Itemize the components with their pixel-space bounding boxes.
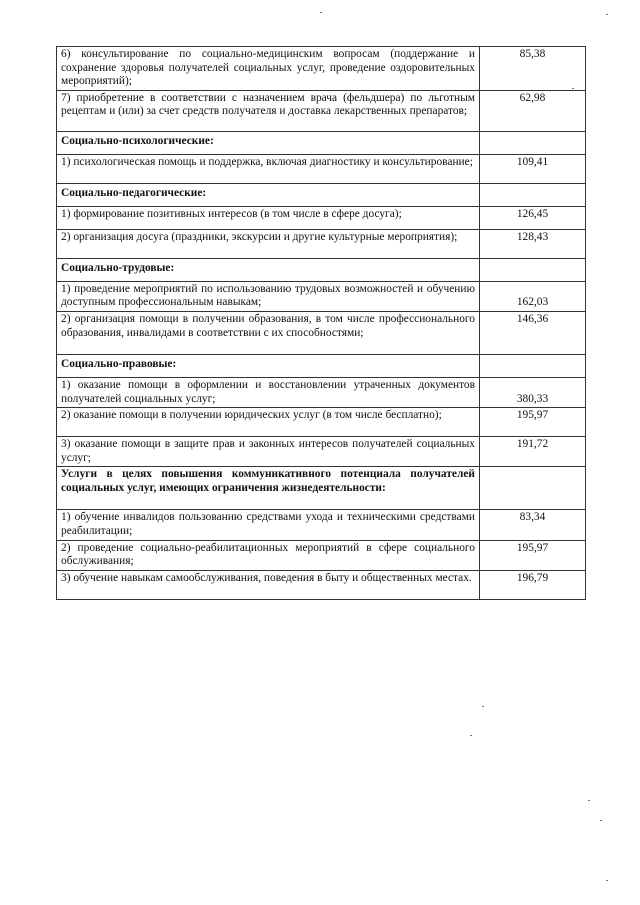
service-price: 196,79 — [480, 570, 586, 599]
table-row — [57, 437, 586, 467]
service-price: 162,03 — [480, 281, 586, 311]
service-description: 1) оказание помощи в оформлении и восстановлении утраченных документов получателей социальных услуг; — [57, 377, 480, 407]
service-price: 85,38 — [480, 47, 586, 91]
table-row — [57, 377, 586, 407]
section-header-row — [57, 131, 586, 154]
service-description: 6) консультирование по социально-медицинским вопросам (поддержание и сохранение здоровья получателей социальных услуг, проведение оздоровительных мероприятий); — [57, 47, 480, 91]
empty-cell — [480, 467, 586, 510]
service-description: 2) организация досуга (праздники, экскурсии и другие культурные мероприятия); — [57, 229, 480, 258]
empty-cell — [480, 258, 586, 281]
section-title: Услуги в целях повышения коммуникативного потенциала получателей социальных услуг, имеющих ограничения жизнедеятельности: — [57, 467, 480, 510]
service-price: 126,45 — [480, 206, 586, 229]
section-header-row — [57, 258, 586, 281]
service-price: 62,98 — [480, 90, 586, 131]
document-page — [56, 46, 586, 600]
section-header-row — [57, 467, 586, 510]
service-description: 1) формирование позитивных интересов (в том числе в сфере досуга); — [57, 206, 480, 229]
scan-speck — [482, 706, 484, 707]
section-title: Социально-психологические: — [57, 131, 480, 154]
scan-speck — [606, 14, 608, 15]
empty-cell — [480, 354, 586, 377]
table-row — [57, 47, 586, 91]
table-row — [57, 229, 586, 258]
scan-speck — [572, 88, 574, 89]
service-price: 195,97 — [480, 408, 586, 437]
service-price: 83,34 — [480, 510, 586, 540]
scan-speck — [588, 800, 590, 801]
table-row — [57, 206, 586, 229]
section-title: Социально-трудовые: — [57, 258, 480, 281]
section-header-row — [57, 354, 586, 377]
table-row — [57, 570, 586, 599]
scan-speck — [600, 820, 602, 821]
service-description: 1) психологическая помощь и поддержка, включая диагностику и консультирование; — [57, 154, 480, 183]
empty-cell — [480, 183, 586, 206]
service-price: 146,36 — [480, 311, 586, 354]
table-row — [57, 540, 586, 570]
section-title: Социально-педагогические: — [57, 183, 480, 206]
section-header-row — [57, 183, 586, 206]
empty-cell — [480, 131, 586, 154]
service-description: 7) приобретение в соответствии с назначением врача (фельдшера) по льготным рецептам и (или) за счет средств получателя и доставка лекарственных препаратов; — [57, 90, 480, 131]
service-description: 2) организация помощи в получении образования, в том числе профессионального образования, инвалидами в соответствии с их способностями; — [57, 311, 480, 354]
service-description: 1) обучение инвалидов пользованию средствами ухода и техническими средствами реабилитации; — [57, 510, 480, 540]
table-row — [57, 510, 586, 540]
services-price-table — [56, 46, 586, 600]
service-description: 3) оказание помощи в защите прав и законных интересов получателей социальных услуг; — [57, 437, 480, 467]
section-title: Социально-правовые: — [57, 354, 480, 377]
table-row — [57, 90, 586, 131]
service-description: 2) оказание помощи в получении юридических услуг (в том числе бесплатно); — [57, 408, 480, 437]
service-price: 195,97 — [480, 540, 586, 570]
table-row — [57, 281, 586, 311]
table-row — [57, 311, 586, 354]
service-description: 1) проведение мероприятий по использованию трудовых возможностей и обучению доступным профессиональным навыкам; — [57, 281, 480, 311]
service-description: 2) проведение социально-реабилитационных мероприятий в сфере социального обслуживания; — [57, 540, 480, 570]
service-price: 191,72 — [480, 437, 586, 467]
scan-speck — [320, 12, 322, 13]
table-row — [57, 408, 586, 437]
service-price: 380,33 — [480, 377, 586, 407]
table-row — [57, 154, 586, 183]
scan-speck — [606, 880, 608, 881]
service-price: 128,43 — [480, 229, 586, 258]
service-price: 109,41 — [480, 154, 586, 183]
service-description: 3) обучение навыкам самообслуживания, поведения в быту и общественных местах. — [57, 570, 480, 599]
scan-speck — [470, 735, 472, 736]
